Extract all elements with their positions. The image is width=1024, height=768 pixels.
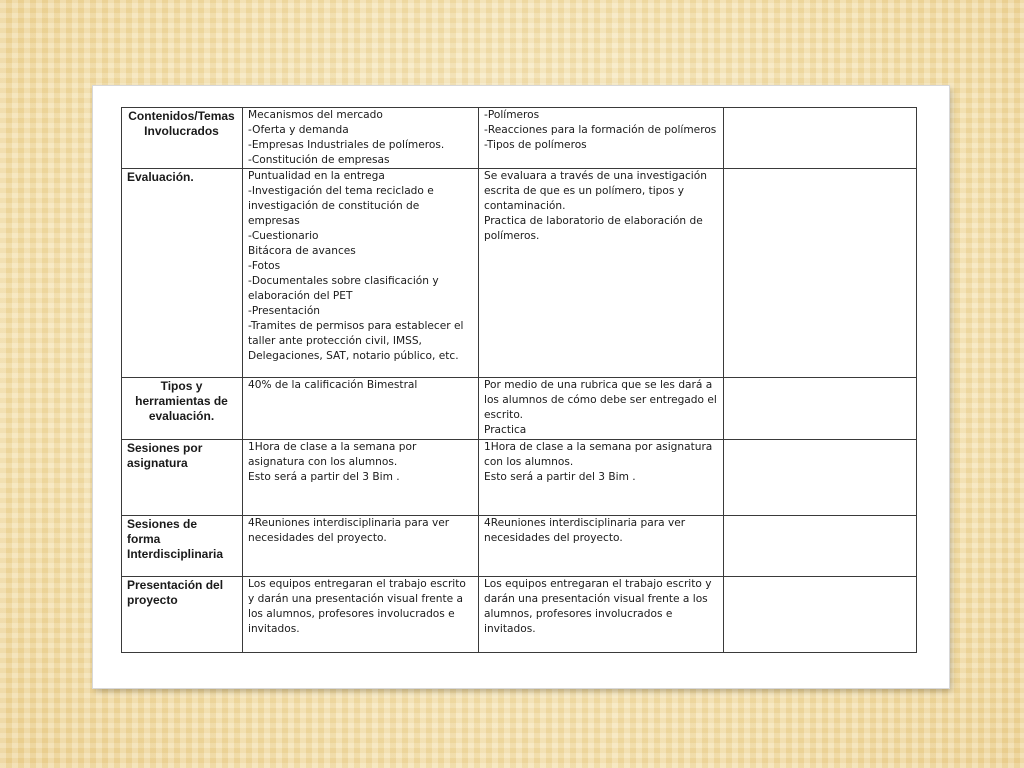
table-cell-empty (724, 378, 917, 440)
table-cell-empty (724, 169, 917, 378)
table-row (122, 169, 917, 378)
table-cell: Mecanismos del mercado -Oferta y demanda -Empresas Industriales de polímeros. -Constitución de empresas (243, 108, 479, 169)
table-cell-empty (724, 440, 917, 516)
slide-content-frame (93, 86, 949, 688)
table-row (122, 516, 917, 577)
table-row (122, 577, 917, 653)
table-cell-empty (724, 577, 917, 653)
project-planning-table (121, 107, 917, 653)
table-cell: Los equipos entregaran el trabajo escrito y darán una presentación visual frente a los alumnos, profesores involucrados e invitados. (479, 577, 724, 653)
table-row (122, 440, 917, 516)
row-header-tipos-herramientas: Tipos y herramientas de evaluación. (122, 378, 243, 440)
table-cell-empty (724, 108, 917, 169)
row-header-evaluacion: Evaluación. (122, 169, 243, 378)
table-cell: Por medio de una rubrica que se les dará a los alumnos de cómo debe ser entregado el escrito. Practica (479, 378, 724, 440)
table-cell: 4Reuniones interdisciplinaria para ver necesidades del proyecto. (479, 516, 724, 577)
table-cell: 4Reuniones interdisciplinaria para ver necesidades del proyecto. (243, 516, 479, 577)
table-row (122, 108, 917, 169)
row-header-sesiones-asignatura: Sesiones por asignatura (122, 440, 243, 516)
row-header-contenidos: Contenidos/Temas Involucrados (122, 108, 243, 169)
table-cell-empty (724, 516, 917, 577)
table-cell: -Polímeros -Reacciones para la formación de polímeros -Tipos de polímeros (479, 108, 724, 169)
row-header-presentacion: Presentación del proyecto (122, 577, 243, 653)
table-cell: Los equipos entregaran el trabajo escrito y darán una presentación visual frente a los alumnos, profesores involucrados e invitados. (243, 577, 479, 653)
row-header-sesiones-interdisciplinaria: Sesiones de forma Interdisciplinaria (122, 516, 243, 577)
table-cell: 40% de la calificación Bimestral (243, 378, 479, 440)
table-cell: 1Hora de clase a la semana por asignatura con los alumnos. Esto será a partir del 3 Bim . (243, 440, 479, 516)
table-cell: Se evaluara a través de una investigación escrita de que es un polímero, tipos y contaminación. Practica de laboratorio de elaboración de polímeros. (479, 169, 724, 378)
table-row (122, 378, 917, 440)
table-cell: 1Hora de clase a la semana por asignatura con los alumnos. Esto será a partir del 3 Bim . (479, 440, 724, 516)
table-cell: Puntualidad en la entrega -Investigación del tema reciclado e investigación de constitución de empresas -Cuestionario Bitácora de avances -Fotos -Documentales sobre clasificación y elaboración del PET -Presentación -Tramites de permisos para establecer el taller ante protección civil, IMSS, Delegaciones, SAT, notario público, etc. (243, 169, 479, 378)
